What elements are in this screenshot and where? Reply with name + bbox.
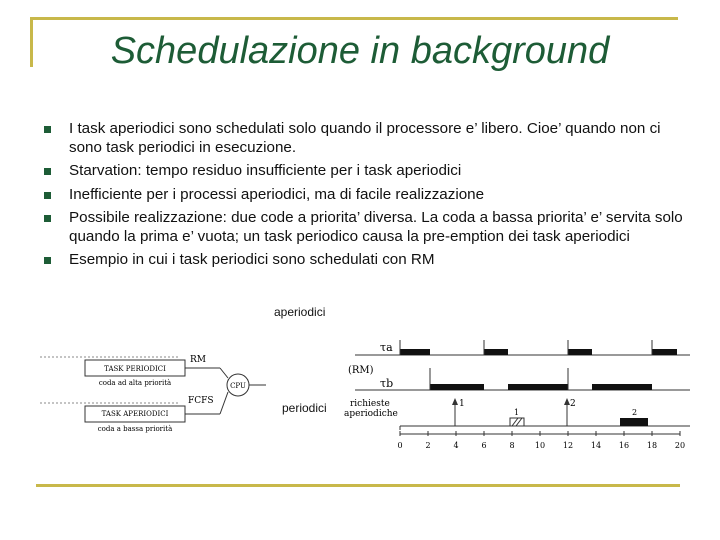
tick-label: 6: [481, 441, 487, 450]
aperiodici-label: aperiodici: [274, 305, 326, 319]
tau-b-job: [430, 384, 484, 390]
high-queue-caption: coda ad alta priorità: [98, 379, 172, 387]
tick-label: 20: [674, 441, 686, 450]
bullet-square-icon: [44, 192, 51, 199]
slide-title: Schedulazione in background: [110, 30, 610, 72]
queue-diagram: [30, 345, 270, 445]
frame-bottom-line: [36, 484, 680, 487]
request-mark-2: 2: [570, 399, 576, 409]
tick-label: 4: [453, 441, 459, 450]
bullet-item: I task aperiodici sono schedulati solo quando il processore e’ libero. Cioe’ quando non ci sono task periodici in esecuzione.: [44, 120, 694, 157]
served-mark-2: 2: [632, 408, 638, 417]
bullet-item: Esempio in cui i task periodici sono schedulati con RM: [44, 251, 694, 270]
requests-label-line1: richieste: [350, 399, 390, 409]
aperiodic-job-served: [620, 418, 648, 426]
low-queue-caption: coda a bassa priorità: [97, 425, 173, 433]
request-mark-1: 1: [459, 399, 465, 409]
tau-a-label: τa: [380, 341, 393, 354]
low-queue-policy: FCFS: [188, 396, 214, 406]
tick-label: 8: [509, 441, 515, 450]
served-mark-1: 1: [514, 408, 520, 417]
tick-label: 2: [425, 441, 431, 450]
tick-label: 12: [562, 441, 574, 450]
tick-label: 16: [618, 441, 630, 450]
bullet-item: Possibile realizzazione: due code a priorita’ diversa. La coda a bassa priorita’ e’ servita solo quando la prima e’ vuota; un task periodico causa la pre-emption dei task aperiodici: [44, 209, 694, 246]
bullet-list: [44, 120, 694, 275]
bullet-square-icon: [44, 126, 51, 133]
rm-label: (RM): [348, 365, 374, 376]
frame-top-line: [30, 17, 678, 20]
bullet-item: Inefficiente per i processi aperiodici, ma di facile realizzazione: [44, 186, 694, 205]
bullet-square-icon: [44, 215, 51, 222]
tau-b-label: τb: [380, 377, 394, 390]
bullet-square-icon: [44, 257, 51, 264]
high-queue-policy: RM: [190, 355, 206, 365]
tau-a-job: [568, 349, 592, 355]
periodici-label: periodici: [282, 401, 327, 415]
bullet-square-icon: [44, 168, 51, 175]
cpu-label: CPU: [230, 382, 246, 390]
tick-label: 18: [646, 441, 658, 450]
tick-label: 10: [534, 441, 546, 450]
requests-label-line2: aperiodiche: [344, 409, 398, 419]
high-queue-title: TASK PERIODICI: [104, 365, 166, 373]
low-queue-title: TASK APERIODICI: [101, 410, 169, 418]
tau-a-job: [484, 349, 508, 355]
tau-b-job: [592, 384, 652, 390]
tau-a-job: [400, 349, 430, 355]
timeline-diagram: [340, 330, 700, 460]
bullet-item: Starvation: tempo residuo insufficiente per i task aperiodici: [44, 162, 694, 181]
tau-a-job: [652, 349, 677, 355]
tick-label: 14: [590, 441, 602, 450]
tau-b-job: [508, 384, 568, 390]
tick-label: 0: [397, 441, 403, 450]
